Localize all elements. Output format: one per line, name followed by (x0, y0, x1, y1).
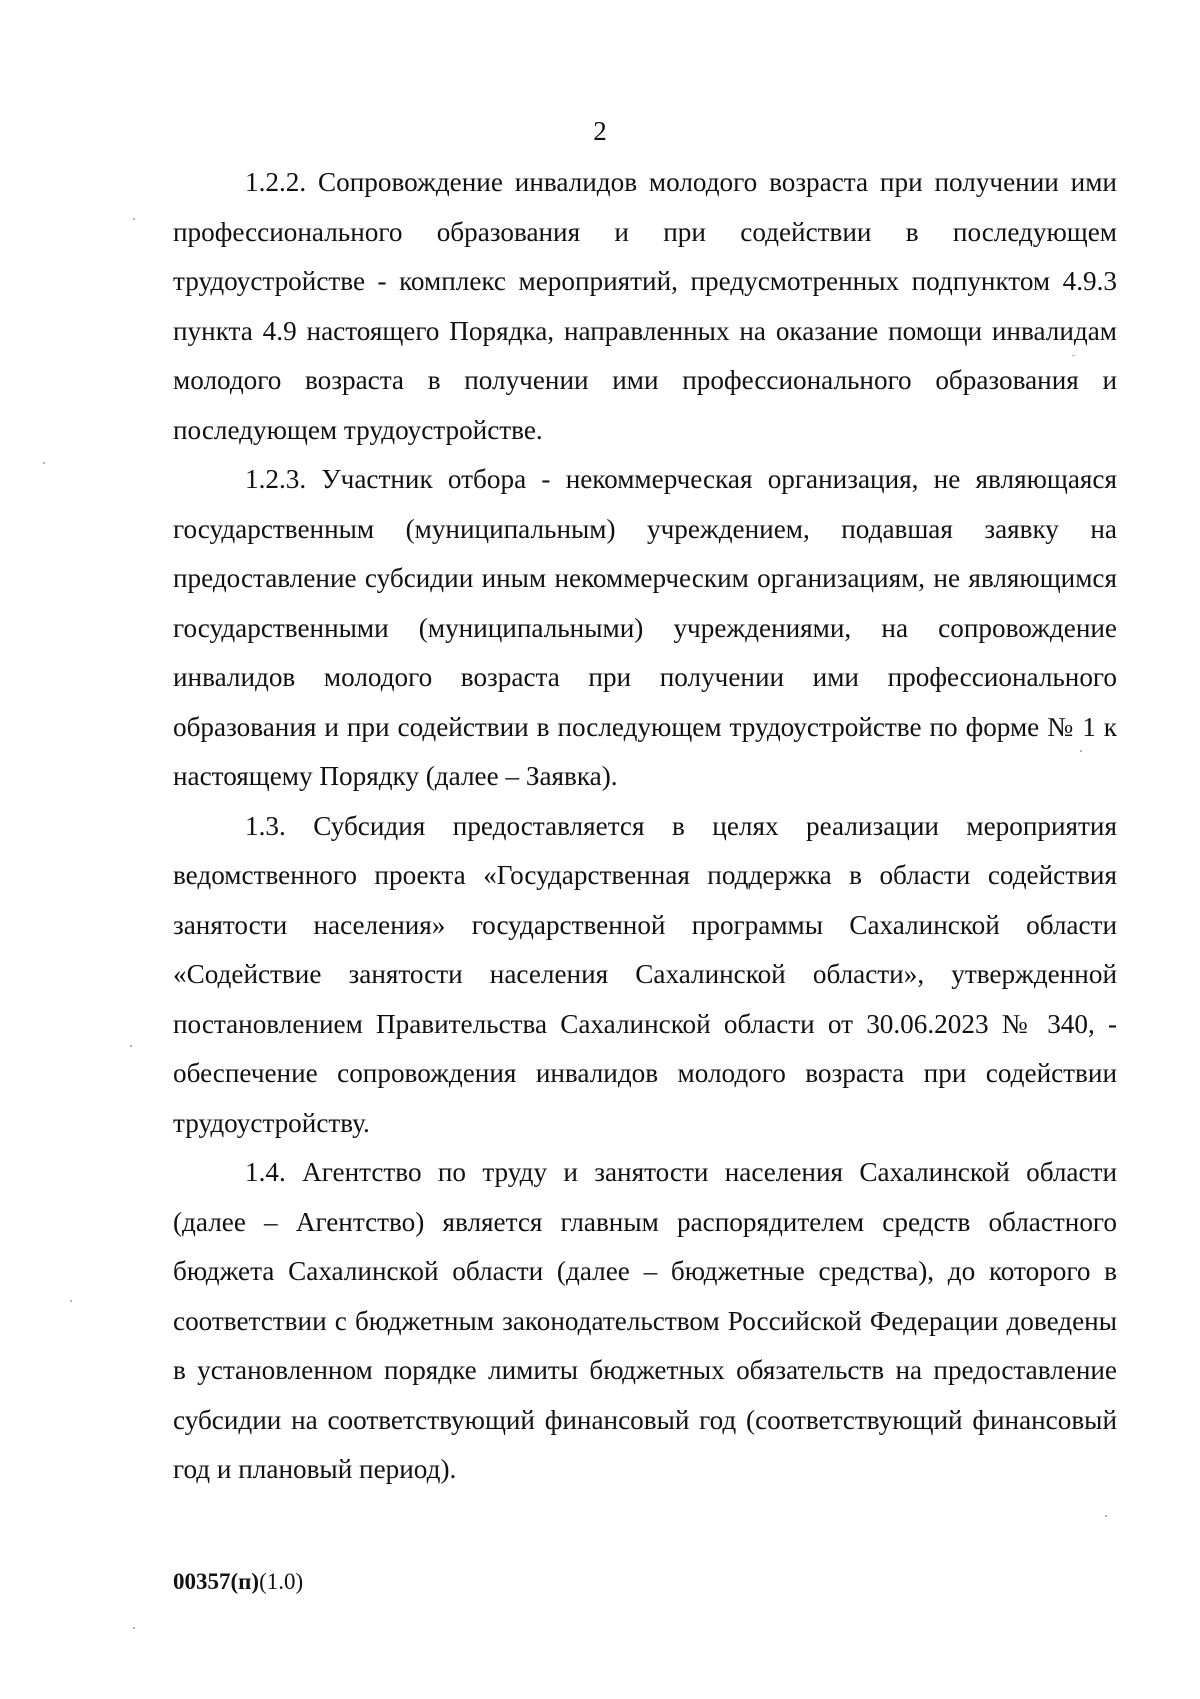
scan-speck (1080, 750, 1082, 752)
scan-speck (133, 218, 135, 220)
document-body (173, 158, 1117, 1495)
scan-speck (1072, 355, 1075, 356)
document-code-number: 00357(п) (173, 1569, 260, 1594)
scan-speck (43, 462, 45, 464)
paragraph-1-2-3: 1.2.3. Участник отбора - некоммерческая организация, не являющаяся государственным (муниципальным) учреждением, подавшая заявку на предоставление субсидии иным некоммерческим организациям, не являющимся государственными (муниципальными) учреждениями, на сопровождение инвалидов молодого возраста при получении ими профессионального образования и при содействии в последующем трудоустройстве по форме № 1 к настоящему Порядку (далее – Заявка). (173, 464, 1117, 791)
scan-speck (1105, 1515, 1107, 1517)
document-code (173, 1568, 303, 1596)
paragraph-1-2-2: 1.2.2. Сопровождение инвалидов молодого возраста при получении ими профессионального образования и при содействии в последующем трудоустройстве - комплекс мероприятий, предусмотренных подпунктом 4.9.3 пункта 4.9 настоящего Порядка, направленных на оказание помощи инвалидам молодого возраста в получении ими профессионального образования и последующем трудоустройстве. (173, 167, 1117, 445)
paragraph-1-3: 1.3. Субсидия предоставляется в целях реализации мероприятия ведомственного проекта «Государственная поддержка в области содействия занятости населения» государственной программы Сахалинской области «Содействие занятости населения Сахалинской области», утвержденной постановлением Правительства Сахалинской области от 30.06.2023 № 340, - обеспечение сопровождения инвалидов молодого возраста при содействии трудоустройству. (173, 810, 1117, 1138)
scan-speck (133, 1627, 135, 1629)
page-number: 2 (593, 116, 607, 146)
scan-speck (70, 1300, 72, 1302)
scan-speck (130, 1045, 132, 1047)
paragraph-1-4: 1.4. Агентство по труду и занятости населения Сахалинской области (далее – Агентство) является главным распорядителем средств областного бюджета Сахалинской области (далее – бюджетные средства), до которого в соответствии с бюджетным законодательством Российской Федерации доведены в установленном порядке лимиты бюджетных обязательств на предоставление субсидии на соответствующий финансовый год (соответствующий финансовый год и плановый период). (173, 1157, 1117, 1484)
document-code-version: (1.0) (259, 1569, 304, 1594)
